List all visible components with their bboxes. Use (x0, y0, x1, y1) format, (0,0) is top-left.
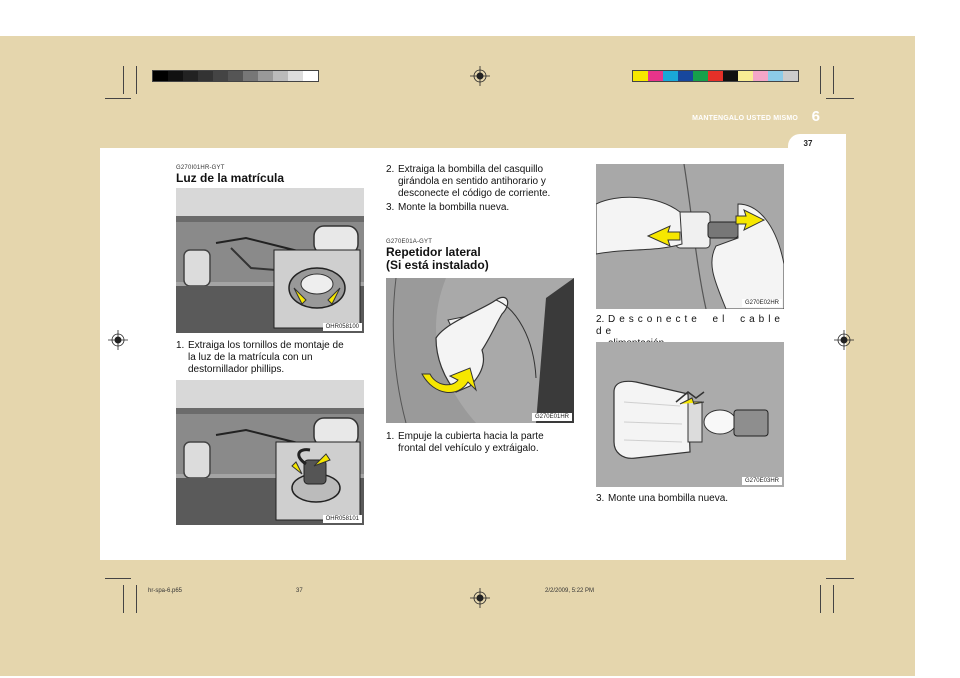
crop-mark (820, 66, 821, 94)
calibration-swatch (678, 71, 693, 81)
license-bulb-illustration (176, 380, 364, 525)
registration-mark-icon (470, 66, 490, 86)
crop-mark (136, 66, 137, 94)
calibration-swatch (198, 71, 213, 81)
registration-mark-icon (834, 330, 854, 350)
registration-mark-icon (108, 330, 128, 350)
calibration-swatch (663, 71, 678, 81)
figure-label: G270E01HR (532, 413, 572, 421)
instruction-step: 1. Empuje la cubierta hacia la parte frontal del vehículo y extráigalo. (386, 431, 544, 454)
side-repeater-removal-illustration (386, 278, 574, 423)
calibration-swatch (708, 71, 723, 81)
calibration-swatch (273, 71, 288, 81)
figure-label: OHR058101 (323, 515, 362, 523)
calibration-swatch (783, 71, 798, 81)
calibration-swatch (258, 71, 273, 81)
crop-mark (105, 98, 131, 99)
calibration-swatch (723, 71, 738, 81)
instruction-step: 2. Extraiga la bombilla del casquillo girándola en sentido antihorario y desconecte el código de corriente. (386, 164, 551, 199)
instruction-step: 3. Monte la bombilla nueva. (386, 202, 510, 213)
crop-mark (136, 585, 137, 613)
calibration-swatch (768, 71, 783, 81)
calibration-swatch (213, 71, 228, 81)
calibration-swatch (153, 71, 168, 81)
repeater-bulb-figure (596, 342, 784, 487)
section-number: 6 (811, 108, 820, 125)
calibration-swatch (648, 71, 663, 81)
crop-mark (833, 66, 834, 94)
crop-mark (826, 98, 854, 99)
footer-file: hr-spa-6.p65 (148, 588, 183, 594)
instruction-step: 2. Desconecte el cable de (596, 314, 784, 337)
footer-date: 2/2/2009, 5:22 PM (545, 588, 595, 594)
grayscale-calibration-bar (152, 70, 319, 82)
calibration-swatch (753, 71, 768, 81)
instruction-step: 3. Monte una bombilla nueva. (596, 493, 729, 504)
section-heading: Repetidor lateral (Si está instalado) (386, 245, 489, 272)
instruction-step: 1. Extraiga los tornillos de montaje de la luz de la matrícula con un destornillador phillips. (176, 340, 344, 375)
repeater-bulb-illustration (596, 342, 784, 487)
registration-mark-icon (470, 588, 490, 608)
color-calibration-bar (632, 70, 799, 82)
calibration-swatch (228, 71, 243, 81)
calibration-swatch (693, 71, 708, 81)
calibration-swatch (633, 71, 648, 81)
page-number: 37 (803, 139, 813, 148)
calibration-swatch (303, 71, 318, 81)
license-light-figure (176, 188, 364, 333)
crop-mark (105, 578, 131, 579)
repeater-cable-illustration (596, 164, 784, 309)
crop-mark (826, 578, 854, 579)
calibration-swatch (243, 71, 258, 81)
crop-mark (820, 585, 821, 613)
figure-label: G270E02HR (742, 299, 782, 307)
calibration-swatch (288, 71, 303, 81)
calibration-swatch (183, 71, 198, 81)
calibration-swatch (738, 71, 753, 81)
page-number-tab (788, 134, 846, 158)
footer-page: 37 (296, 588, 303, 594)
figure-label: G270E03HR (742, 477, 782, 485)
repeater-cable-figure (596, 164, 784, 309)
crop-mark (833, 585, 834, 613)
crop-mark (123, 66, 124, 94)
side-repeater-figure (386, 278, 574, 423)
license-plate-light-illustration (176, 188, 364, 333)
crop-mark (123, 585, 124, 613)
calibration-swatch (168, 71, 183, 81)
section-code: G270I01HR-GYT (176, 165, 225, 171)
figure-label: OHR058100 (323, 323, 362, 331)
license-bulb-figure (176, 380, 364, 525)
section-heading: Luz de la matrícula (176, 171, 285, 185)
section-code: G270E01A-GYT (386, 239, 433, 245)
section-title: MANTENGALO USTED MISMO (692, 115, 798, 122)
